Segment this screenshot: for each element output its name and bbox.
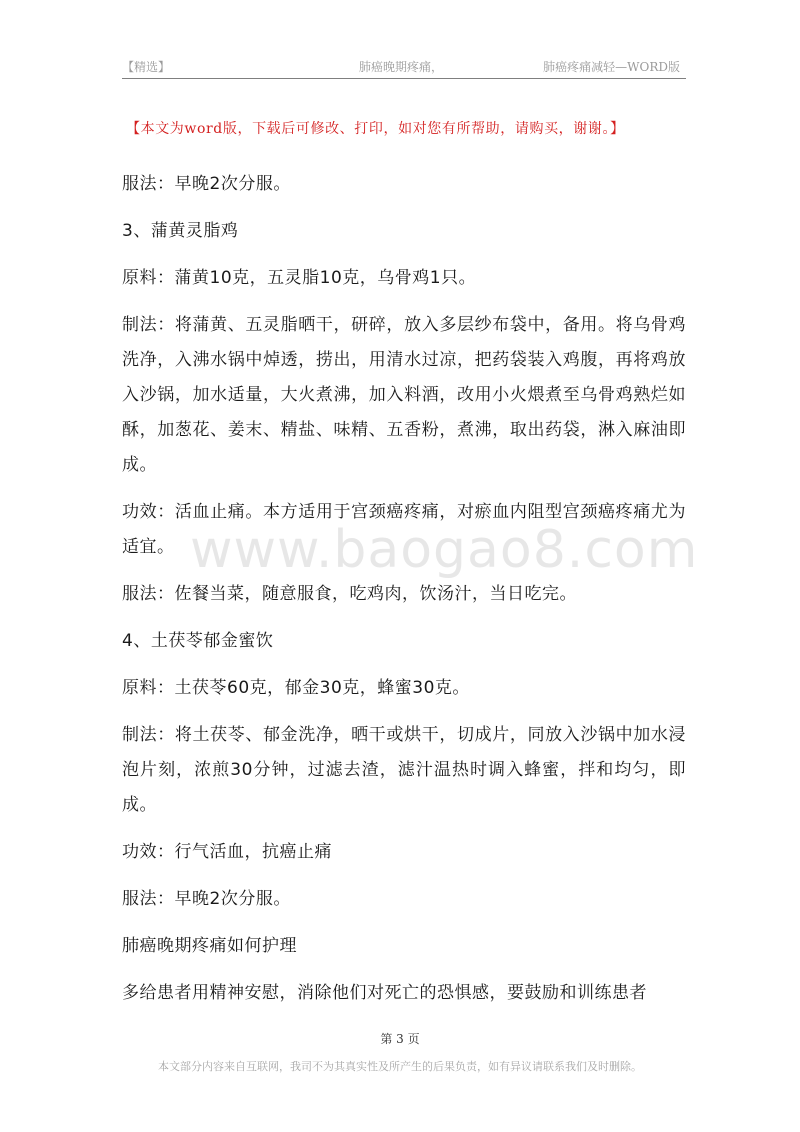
paragraph-method-3: 制法：将蒲黄、五灵脂晒干，研碎，放入多层纱布袋中，备用。将乌骨鸡洗净，入沸水锅中焯透，捞出，用清水过凉，把药袋装入鸡腹，再将鸡放入沙锅，加水适量，大火煮沸，加入料酒，改用小火煨煮至乌骨鸡熟烂如酥，加葱花、姜末、精盐、味精、五香粉，煮沸，取出药袋，淋入麻油即成。 xyxy=(122,315,686,475)
paragraph-effect-4: 功效：行气活血，抗癌止痛 xyxy=(122,842,332,862)
paragraph-ingredients-4: 原料：土茯苓60克，郁金30克，蜂蜜30克。 xyxy=(122,678,470,698)
header-right-text: 肺癌疼痛减轻—WORD版 xyxy=(543,60,680,74)
paragraph-method-4: 制法：将土茯苓、郁金洗净，晒干或烘干，切成片，同放入沙锅中加水浸泡片刻，浓煎30分钟，过滤去渣，滤汁温热时调入蜂蜜，拌和均匀，即成。 xyxy=(122,725,686,815)
purchase-notice: 【本文为word版，下载后可修改、打印，如对您有所帮助，请购买，谢谢。】 xyxy=(126,121,625,137)
page-header xyxy=(122,56,686,79)
header-center-text: 肺癌晚期疼痛， xyxy=(359,60,444,74)
paragraph-dosage-1: 服法：早晚2次分服。 xyxy=(122,174,291,194)
paragraph-care: 多给患者用精神安慰，消除他们对死亡的恐惧感，要鼓励和训练患者 xyxy=(122,983,647,1003)
paragraph-effect-3: 功效：活血止痛。本方适用于宫颈癌疼痛，对瘀血内阻型宫颈癌疼痛尤为适宜。 xyxy=(122,502,686,557)
footer-disclaimer: 本文部分内容来自互联网，我司不为其真实性及所产生的后果负责，如有异议请联系我们及时删除。 xyxy=(158,1060,642,1073)
document-body xyxy=(122,167,686,1023)
header-left-text: 【精选】 xyxy=(122,60,171,74)
paragraph-dosage-4: 服法：早晚2次分服。 xyxy=(122,889,291,909)
recipe-heading-3: 3、蒲黄灵脂鸡 xyxy=(122,221,239,241)
page-number: 第 3 页 xyxy=(380,1032,420,1046)
watermark-text: www.baogao8.com xyxy=(190,520,699,580)
paragraph-ingredients-3: 原料：蒲黄10克，五灵脂10克，乌骨鸡1只。 xyxy=(122,268,477,288)
section-heading-care: 肺癌晚期疼痛如何护理 xyxy=(122,936,297,956)
recipe-heading-4: 4、土茯苓郁金蜜饮 xyxy=(122,631,274,651)
paragraph-dosage-3: 服法：佐餐当菜，随意服食，吃鸡肉，饮汤汁，当日吃完。 xyxy=(122,584,577,604)
